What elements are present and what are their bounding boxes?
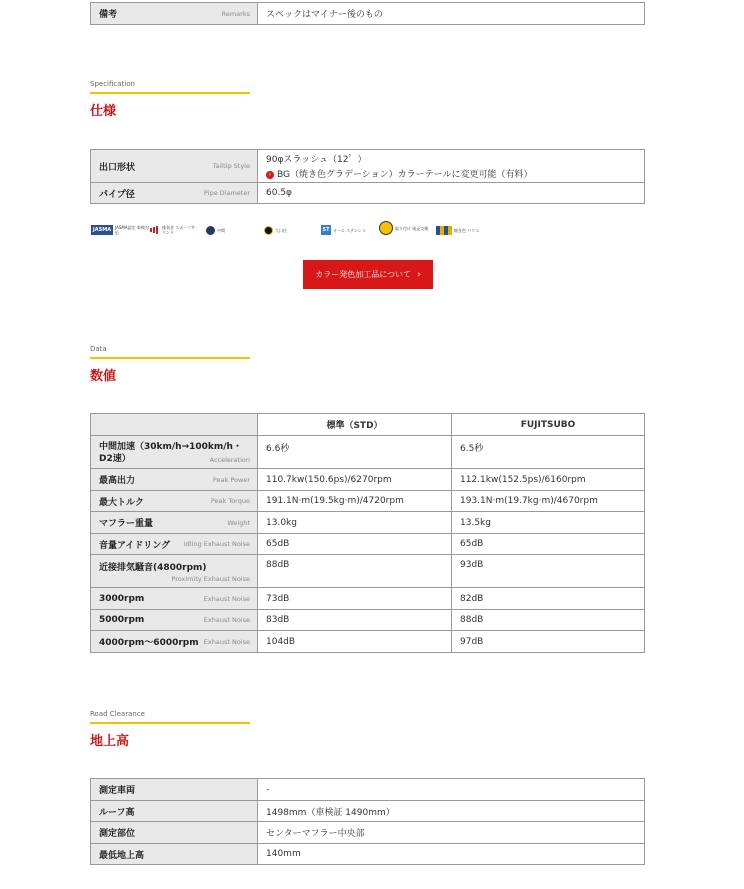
peak-torque-label-en: Peak Torque [210, 497, 250, 505]
data-heading-underline [90, 357, 250, 359]
road-clearance-heading-en: Road Clearance [90, 710, 145, 718]
noise-range-label-en: Exhaust Noise [203, 637, 250, 646]
vehicle-label: 測定車両 [91, 779, 258, 801]
idling-noise-std: 65dB [258, 534, 452, 555]
cert-sound: 排気音 スポーツサウンド [150, 221, 196, 239]
tailtip-value-line1: 90φスラッシュ（12゜） [266, 155, 367, 165]
mount-icon [379, 221, 393, 235]
idling-noise-label: 音量アイドリング [99, 540, 171, 551]
noise-5000-fujitsubo: 88dB [452, 610, 645, 631]
stainless-icon: ST [322, 227, 330, 233]
cert-stainless: ST オール ステンレス [322, 227, 366, 233]
table-row [91, 610, 645, 631]
mid-pipe-icon [206, 226, 215, 235]
cert-jasma: JASMA JASMA認定 車検対応 [92, 225, 149, 235]
color-processing-button[interactable] [303, 260, 433, 289]
remarks-table [90, 2, 645, 25]
cert-mount: 取り付け 純正交換 [379, 219, 429, 237]
color-processing-button-label: カラー発色加工品について [315, 270, 412, 279]
peak-torque-label: 最大トルク [99, 497, 144, 508]
peak-power-fujitsubo: 112.1kw(152.5ps)/6160rpm [452, 469, 645, 491]
proximity-noise-label-en: Proximity Exhaust Noise [171, 575, 250, 583]
vehicle-value: - [258, 779, 645, 801]
weight-std: 13.0kg [258, 512, 452, 534]
roof-height-label: ルーフ高 [91, 801, 258, 822]
table-row [91, 822, 645, 844]
power-icon [264, 226, 273, 235]
peak-power-label: 最高出力 [99, 476, 136, 486]
idling-noise-label-en: Idling Exhaust Noise [183, 540, 250, 548]
tailtip-label-en: Tailtip Style [212, 162, 250, 170]
noise-3000-fujitsubo: 82dB [452, 588, 645, 610]
table-row [91, 844, 645, 865]
variable-sound-icon [150, 225, 160, 235]
jasma-icon: JASMA [92, 227, 112, 233]
pipe-diameter-label-cell [91, 183, 258, 204]
remarks-value: スペックはマイナー後のもの [258, 3, 645, 25]
table-row [91, 588, 645, 610]
remarks-label-cell [91, 3, 258, 25]
noise-5000-std: 83dB [258, 610, 452, 631]
measure-point-label: 測定部位 [91, 822, 258, 844]
acceleration-std: 6.6秒 [258, 436, 452, 469]
specification-heading-underline [90, 92, 250, 94]
tailtip-value-line2: BG（焼き色グラデーション）カラーテールに変更可能（有料） [277, 170, 533, 180]
data-table-header [91, 414, 645, 436]
table-row [91, 555, 645, 588]
pipe-diameter-label: パイプ径 [99, 189, 135, 200]
cert-power: 大口径 [264, 221, 309, 239]
data-table [90, 413, 645, 653]
pipe-diameter-label-en: Pipe Diameter [203, 189, 250, 197]
measure-point-value: センターマフラー中央部 [258, 822, 645, 844]
min-clearance-value: 140mm [258, 844, 645, 865]
peak-power-label-en: Peak Power [212, 475, 250, 484]
remarks-label: 備考 [99, 10, 118, 20]
min-clearance-label: 最低地上高 [91, 844, 258, 865]
weight-label: マフラー重量 [99, 519, 154, 529]
spec-row-tailtip [91, 150, 645, 183]
acceleration-label: 中間加速（30km/h→100km/h・D2速） [99, 442, 242, 464]
pipe-diameter-value: 60.5φ [258, 183, 645, 204]
table-row [91, 469, 645, 491]
data-header-std: 標準（STD） [258, 414, 452, 436]
tailtip-value [258, 150, 645, 183]
chevron-right-icon: › [417, 269, 421, 280]
specification-heading: 仕様 [90, 104, 117, 119]
spec-row-pipe-diameter [91, 183, 645, 204]
noise-range-label: 4000rpm〜6000rpm [99, 638, 199, 648]
peak-power-std: 110.7kw(150.6ps)/6270rpm [258, 469, 452, 491]
table-row [91, 801, 645, 822]
table-row [91, 436, 645, 469]
idling-noise-fujitsubo: 65dB [452, 534, 645, 555]
table-row [91, 491, 645, 512]
proximity-noise-label: 近接排気騒音(4800rpm) [99, 563, 207, 573]
roof-height-value: 1498mm（車検証 1490mm） [258, 801, 645, 822]
noise-range-fujitsubo: 97dB [452, 631, 645, 653]
road-clearance-table [90, 778, 645, 865]
tailtip-label: 出口形状 [99, 162, 136, 173]
table-row [91, 779, 645, 801]
acceleration-fujitsubo: 6.5秒 [452, 436, 645, 469]
table-row [91, 512, 645, 534]
noise-3000-label-en: Exhaust Noise [203, 594, 250, 603]
cert-mid: 中間 [206, 221, 251, 239]
chevron-right-circle-icon: › [266, 171, 274, 179]
noise-range-std: 104dB [258, 631, 452, 653]
acceleration-label-en: Acceleration [209, 456, 250, 464]
weight-label-en: Weight [227, 518, 250, 527]
table-row [91, 534, 645, 555]
table-row [91, 631, 645, 653]
noise-5000-label-en: Exhaust Noise [203, 616, 250, 624]
data-heading: 数値 [90, 369, 117, 384]
noise-3000-std: 73dB [258, 588, 452, 610]
noise-5000-label: 5000rpm [99, 615, 145, 625]
peak-torque-fujitsubo: 193.1N·m(19.7kg·m)/4670rpm [452, 491, 645, 512]
weight-fujitsubo: 13.5kg [452, 512, 645, 534]
proximity-noise-fujitsubo: 93dB [452, 555, 645, 588]
proximity-noise-std: 88dB [258, 555, 452, 588]
specification-heading-en: Specification [90, 80, 135, 88]
specification-table [90, 149, 645, 204]
data-heading-en: Data [90, 345, 107, 353]
data-header-fujitsubo: FUJITSUBO [452, 414, 645, 436]
cert-color: 焼き色 バリエ [436, 221, 488, 239]
color-bars-icon [436, 226, 452, 235]
road-clearance-heading-underline [90, 722, 250, 724]
remarks-label-en: Remarks [221, 9, 250, 18]
peak-torque-std: 191.1N·m(19.5kg·m)/4720rpm [258, 491, 452, 512]
noise-3000-label: 3000rpm [99, 593, 145, 604]
data-header-blank [91, 414, 258, 436]
tailtip-label-cell [91, 150, 258, 183]
road-clearance-heading: 地上高 [90, 734, 130, 749]
